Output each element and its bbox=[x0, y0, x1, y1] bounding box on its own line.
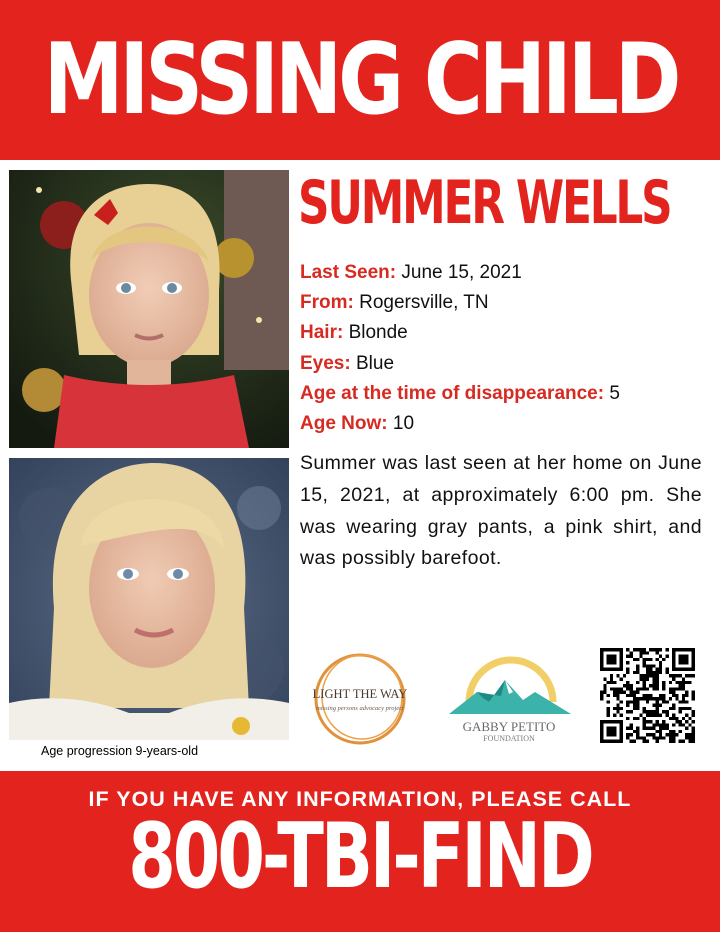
gabby-petito-title: GABBY PETITO bbox=[462, 719, 556, 734]
gabby-petito-subtitle: FOUNDATION bbox=[483, 734, 535, 743]
light-the-way-tagline: missing persons advocacy project bbox=[316, 705, 404, 712]
detail-last-seen: Last Seen: June 15, 2021 bbox=[300, 262, 522, 283]
qr-code[interactable] bbox=[600, 648, 695, 743]
description-text: Summer was last seen at her home on June 15, 2021, at approximately 6:00 pm. She was wearing gray pants, a pink shirt, and was possibly barefoot. bbox=[300, 452, 702, 570]
detail-age-now: Age Now: 10 bbox=[300, 413, 415, 435]
hotline-number[interactable]: 800-TBI-FIND bbox=[128, 804, 592, 909]
gabby-petito-logo bbox=[443, 652, 575, 744]
detail-eyes: Eyes: Blue bbox=[300, 352, 395, 374]
age-progression-photo bbox=[9, 458, 289, 740]
call-to-action: IF YOU HAVE ANY INFORMATION, PLEASE CALL bbox=[88, 787, 632, 811]
header-banner bbox=[0, 0, 720, 160]
page-title: MISSING CHILD bbox=[43, 23, 677, 137]
light-the-way-logo bbox=[297, 651, 423, 747]
detail-from: From: Rogersville, TN bbox=[300, 292, 489, 314]
detail-age-at-disappearance: Age at the time of disappearance: 5 bbox=[300, 382, 620, 404]
details-list bbox=[300, 258, 715, 439]
photo-caption: Age progression 9-years-old bbox=[41, 744, 199, 758]
child-name: SUMMER WELLS bbox=[298, 168, 671, 238]
detail-hair: Hair: Blonde bbox=[300, 322, 408, 344]
light-the-way-title: LIGHT THE WAY bbox=[312, 687, 408, 701]
child-photo bbox=[9, 170, 289, 448]
